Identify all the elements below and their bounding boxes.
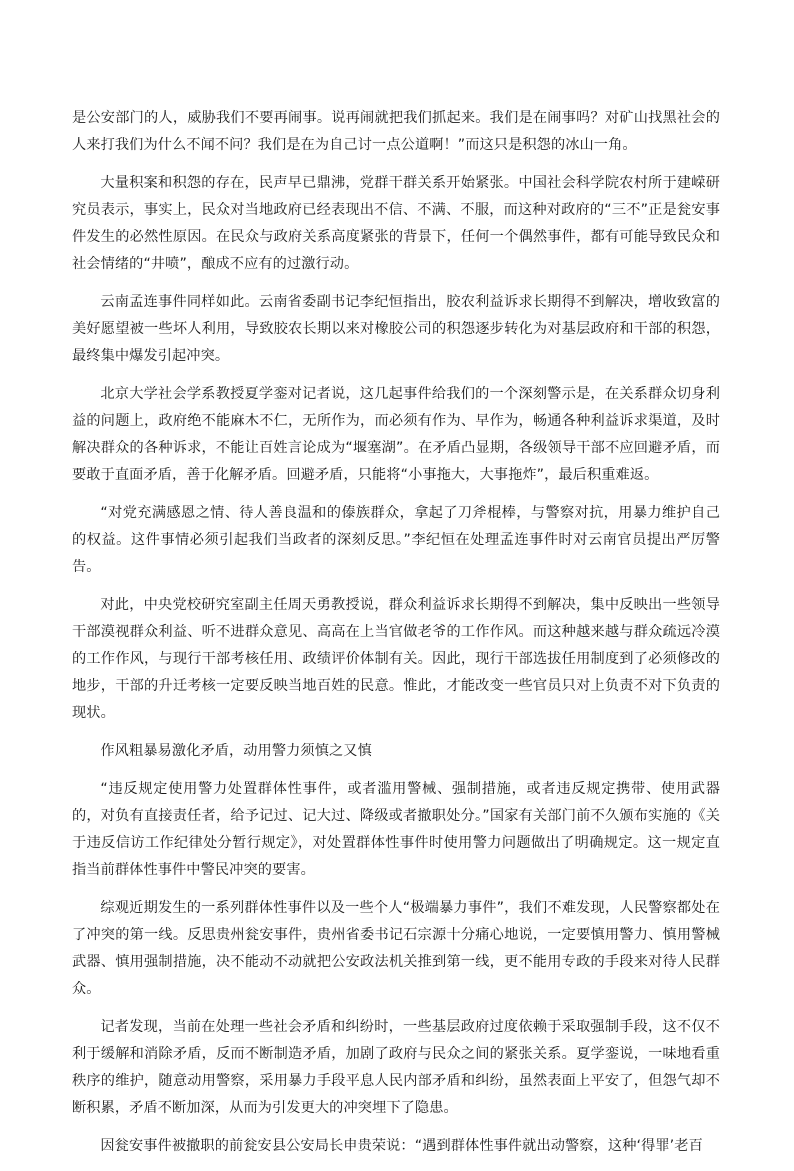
paragraph-quote: “对党充满感恩之情、待人善良温和的傣族群众，拿起了刀斧棍棒，与警察对抗，用暴力维护自己的权益。这件事情必须引起我们当政者的深刻反思。”李纪恒在处理孟连事件时对云南官员提出严厉警告。 [72, 505, 720, 575]
paragraph: 大量积案和积怨的存在，民声早已鼎沸，党群干群关系开始紧张。中国社会科学院农村所于建嵘研究员表示，事实上，民众对当地政府已经表现出不信、不满、不服，而这种对政府的“三不”正是瓮安事件发生的必然性原因。在民众与政府关系高度紧张的背景下，任何一个偶然事件，都有可能导致民众和社会情绪的“井喷”，酿成不应有的过激行动。 [72, 175, 720, 272]
paragraph-quote: “违反规定使用警力处置群体性事件，或者滥用警械、强制措施，或者违反规定携带、使用武器的，对负有直接责任者，给予记过、记大过、降级或者撤职处分。”国家有关部门前不久颁布实施的《关于违反信访工作纪律处分暂行规定》，对处置群体性事件时使用警力问题做出了明确规定。这一规定直指当前群体性事件中警民冲突的要害。 [72, 781, 720, 878]
paragraph: 云南孟连事件同样如此。云南省委副书记李纪恒指出，胶农利益诉求长期得不到解决，增收致富的美好愿望被一些坏人利用，导致胶农长期以来对橡胶公司的积怨逐步转化为对基层政府和干部的积怨，最终集中爆发引起冲突。 [72, 294, 720, 364]
paragraph: 对此，中央党校研究室副主任周天勇教授说，群众利益诉求长期得不到解决，集中反映出一些领导干部漠视群众利益、听不进群众意见、高高在上当官做老爷的工作作风。而这种越来越与群众疏远冷漠的工作作风，与现行干部考核任用、政绩评价体制有关。因此，现行干部选拔任用制度到了必须修改的地步，干部的升迁考核一定要反映当地百姓的民意。惟此，才能改变一些官员只对上负责不对下负责的现状。 [72, 597, 720, 721]
paragraph: 记者发现，当前在处理一些社会矛盾和纠纷时，一些基层政府过度依赖于采取强制手段，这不仅不利于缓解和消除矛盾，反而不断制造矛盾，加剧了政府与民众之间的紧张关系。夏学銮说，一味地看重秩序的维护，随意动用警察，采用暴力手段平息人民内部矛盾和纠纷，虽然表面上平安了，但怨气却不断积累，矛盾不断加深，从而为引发更大的冲突埋下了隐患。 [72, 1019, 720, 1116]
document-page [72, 105, 720, 1171]
paragraph-truncated: 因瓮安事件被撤职的前瓮安县公安局长申贵荣说：“遇到群体性事件就出动警察，这种‘得罪’老百 [100, 1138, 703, 1154]
paragraph-continuation: 是公安部门的人，威胁我们不要再闹事。说再闹就把我们抓起来。我们是在闹事吗？对矿山找黑社会的人来打我们为什么不闻不问？我们是在为自己讨一点公道啊！”而这只是积怨的冰山一角。 [72, 110, 720, 153]
paragraph: 综观近期发生的一系列群体性事件以及一些个人“极端暴力事件”，我们不难发现，人民警察都处在了冲突的第一线。反思贵州瓮安事件，贵州省委书记石宗源十分痛心地说，一定要慎用警力、慎用警械武器、慎用强制措施，决不能动不动就把公安政法机关推到第一线，更不能用专政的手段来对待人民群众。 [72, 900, 720, 997]
paragraph: 北京大学社会学系教授夏学銮对记者说，这几起事件给我们的一个深刻警示是，在关系群众切身利益的问题上，政府绝不能麻木不仁，无所作为，而必须有作为、早作为，畅通各种利益诉求渠道，及时解决群众的各种诉求，不能让百姓言论成为“堰塞湖”。在矛盾凸显期，各级领导干部不应回避矛盾，而要敢于直面矛盾，善于化解矛盾。回避矛盾，只能将“小事拖大，大事拖炸”，最后积重难返。 [72, 386, 720, 483]
section-heading: 作风粗暴易激化矛盾，动用警力须慎之又慎 [100, 743, 372, 759]
